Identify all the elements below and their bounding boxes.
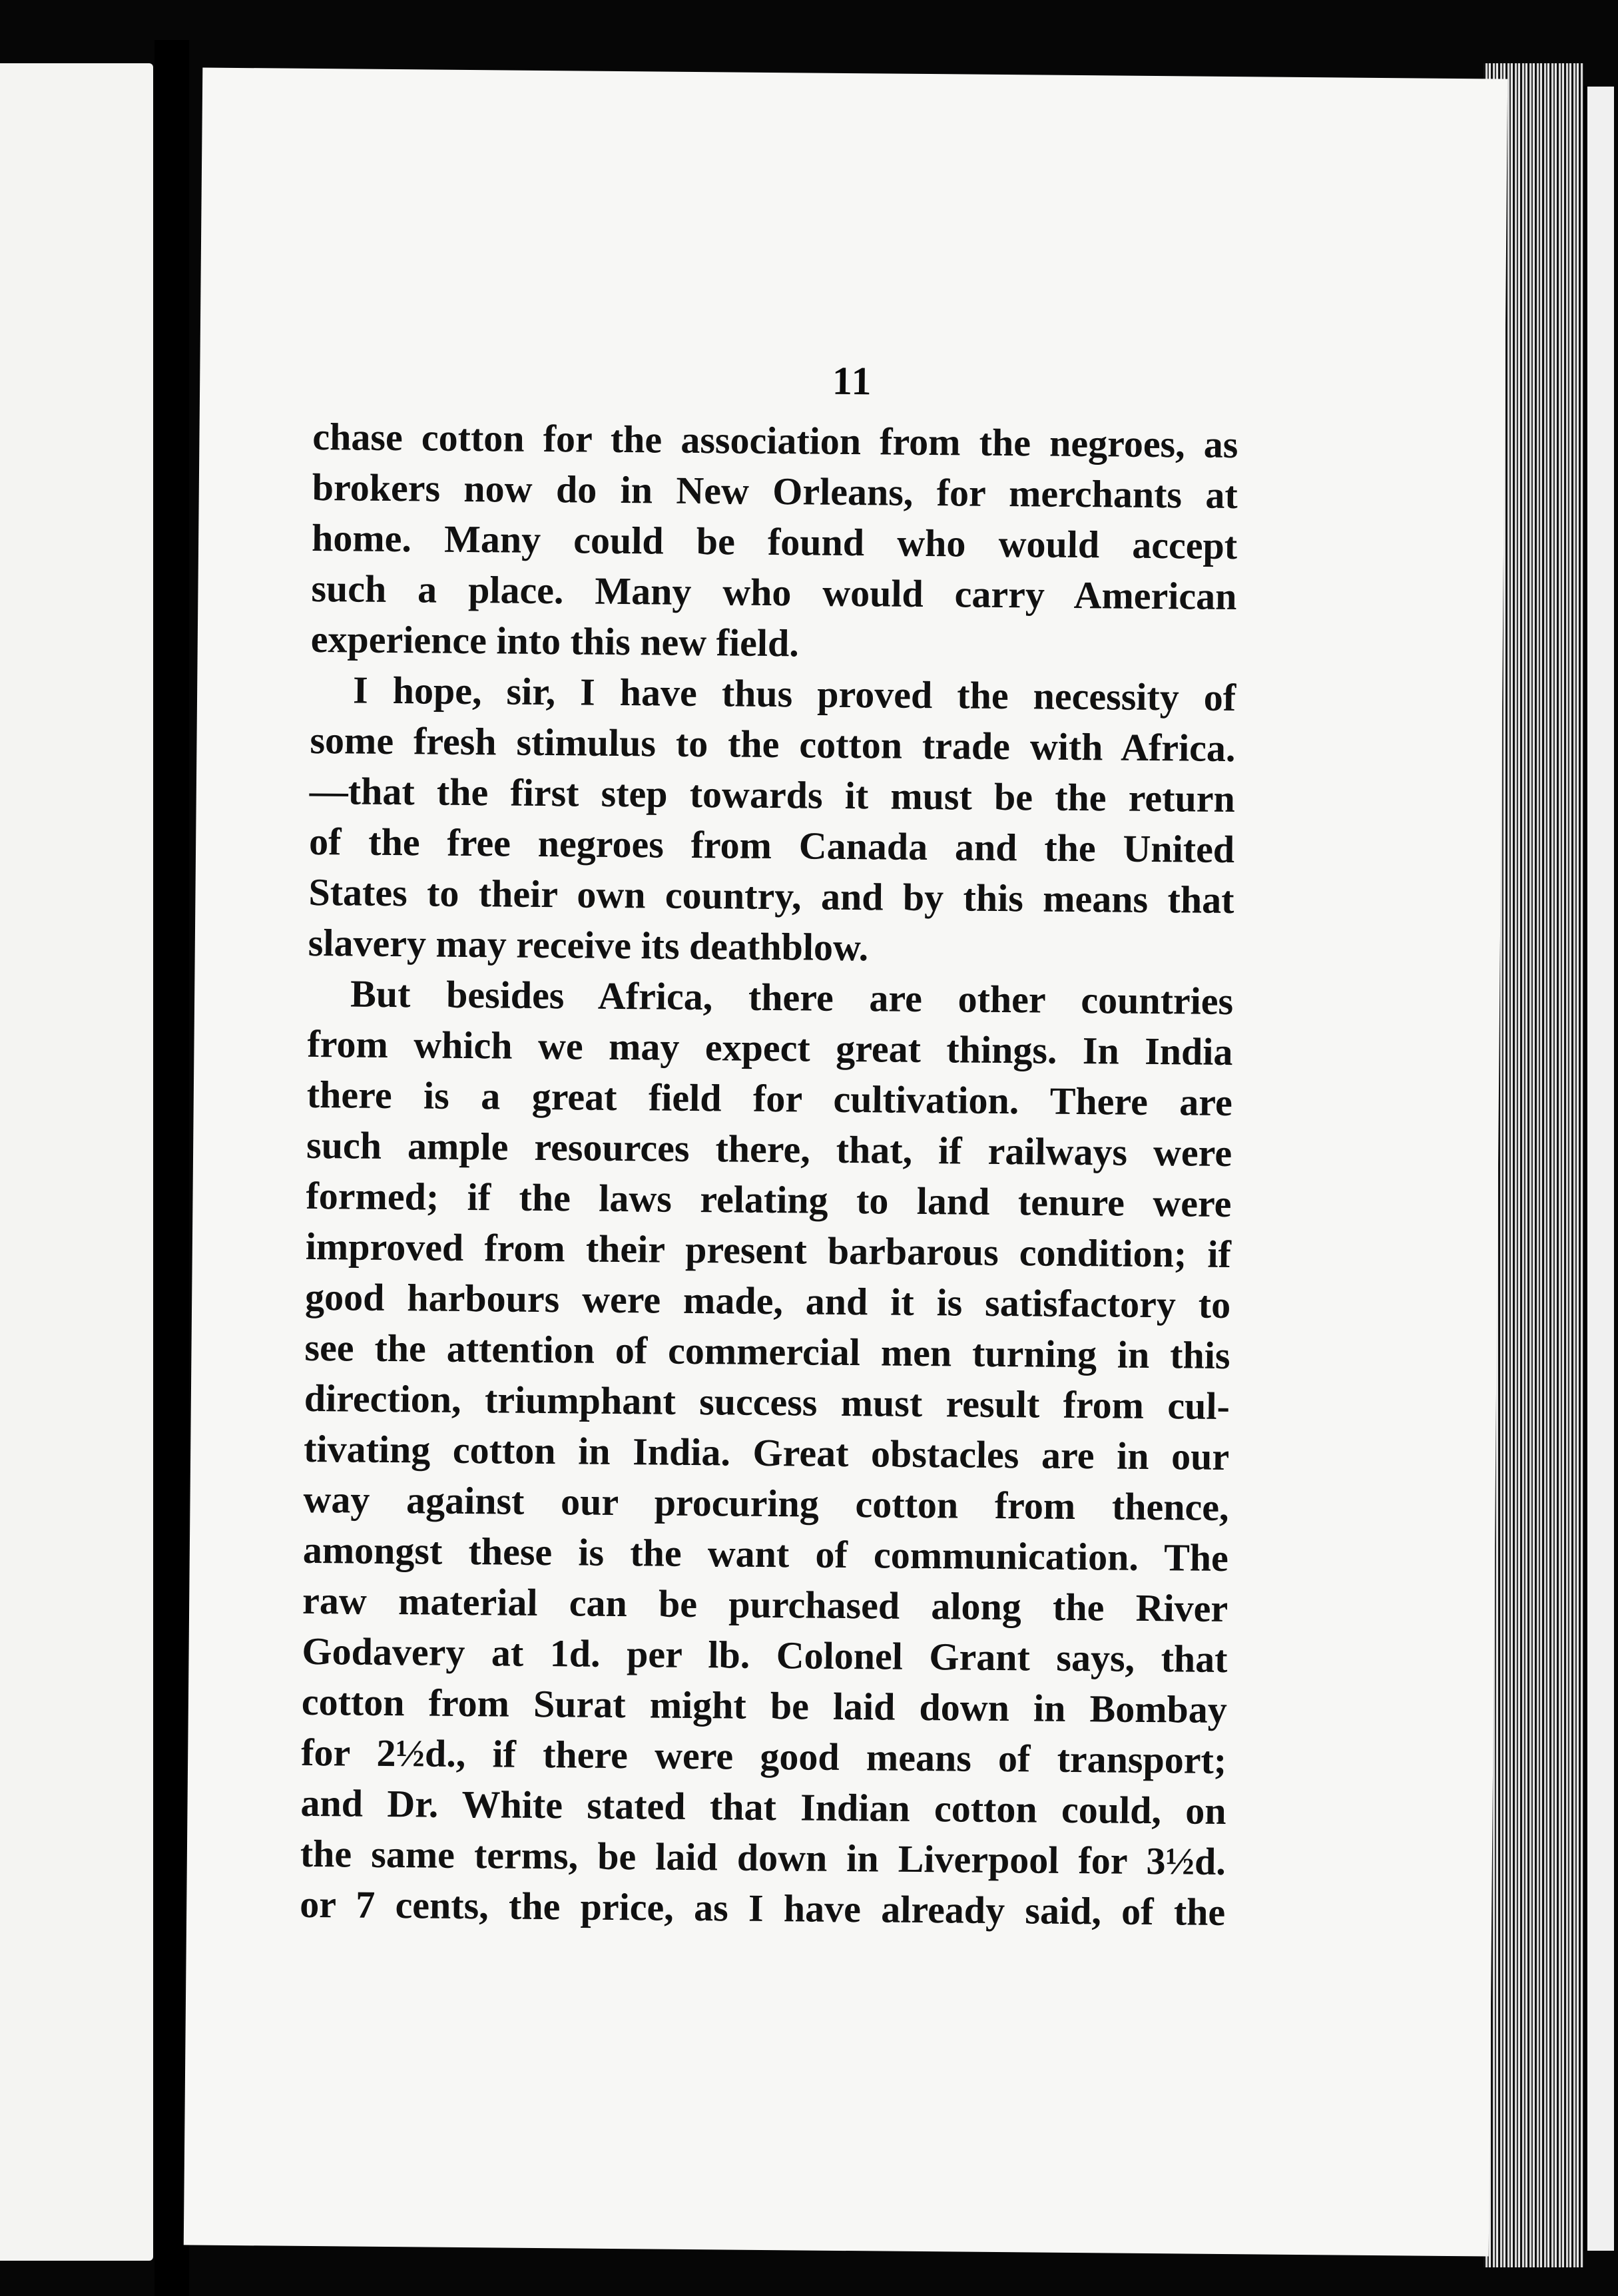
text-line: of the free negroes from Canada and the United: [308, 819, 1235, 872]
text-line: good harbours were made, and it is satisfactory to: [304, 1275, 1231, 1327]
text-line: direction, triumphant success must result from cul-: [304, 1376, 1230, 1428]
text-line: the same terms, be laid down in Liverpool for 3½d.: [300, 1831, 1226, 1884]
text-line: chase cotton for the association from the negroes, as: [312, 414, 1238, 467]
facing-page-edge: [0, 63, 153, 2261]
text-line: see the attention of commercial men turning in this: [304, 1325, 1230, 1378]
book-gutter: [154, 40, 189, 2296]
text-line: there is a great field for cultivation. There are: [306, 1072, 1233, 1125]
text-line: formed; if the laws relating to land tenure were: [306, 1173, 1232, 1226]
text-line: Godavery at 1d. per lb. Colonel Grant says, that: [302, 1629, 1228, 1681]
text-line: —that the first step towards it must be the return: [309, 768, 1236, 821]
text-line: raw material can be purchased along the River: [302, 1578, 1228, 1631]
text-line: cotton from Surat might be laid down in Bombay: [301, 1679, 1228, 1732]
text-line: and Dr. White stated that Indian cotton could, on: [300, 1781, 1226, 1833]
text-line: States to their own country, and by this means that: [308, 870, 1234, 922]
text-line: improved from their present barbarous condition; if: [305, 1224, 1232, 1277]
book-page: [184, 68, 1507, 2257]
body-text: [300, 412, 1238, 1938]
text-line: such ample resources there, that, if railways were: [306, 1123, 1232, 1175]
outer-page-edge: [1583, 87, 1614, 2251]
text-line: slavery may receive its deathblow.: [308, 920, 869, 970]
text-line: home. Many could be found who would accept: [311, 515, 1238, 568]
text-line: way against our procuring cotton from thence,: [303, 1477, 1229, 1530]
text-line: experience into this new field.: [310, 617, 800, 665]
text-line: brokers now do in New Orleans, for merchants at: [312, 465, 1238, 517]
page-number: 11: [832, 358, 873, 404]
text-line: from which we may expect great things. In India: [307, 1021, 1233, 1074]
text-line: some fresh stimulus to the cotton trade with Africa.: [310, 718, 1236, 770]
text-line: But besides Africa, there are other countries: [350, 972, 1234, 1023]
text-line: or 7 cents, the price, as I have already said, of the: [299, 1882, 1226, 1934]
text-line: amongst these is the want of communication. The: [302, 1528, 1229, 1580]
text-line: such a place. Many who would carry American: [311, 566, 1237, 619]
text-line: for 2½d., if there were good means of transport;: [300, 1730, 1227, 1783]
text-line: tivating cotton in India. Great obstacles are in our: [303, 1426, 1230, 1479]
text-line: I hope, sir, I have thus proved the necessity of: [352, 668, 1236, 720]
